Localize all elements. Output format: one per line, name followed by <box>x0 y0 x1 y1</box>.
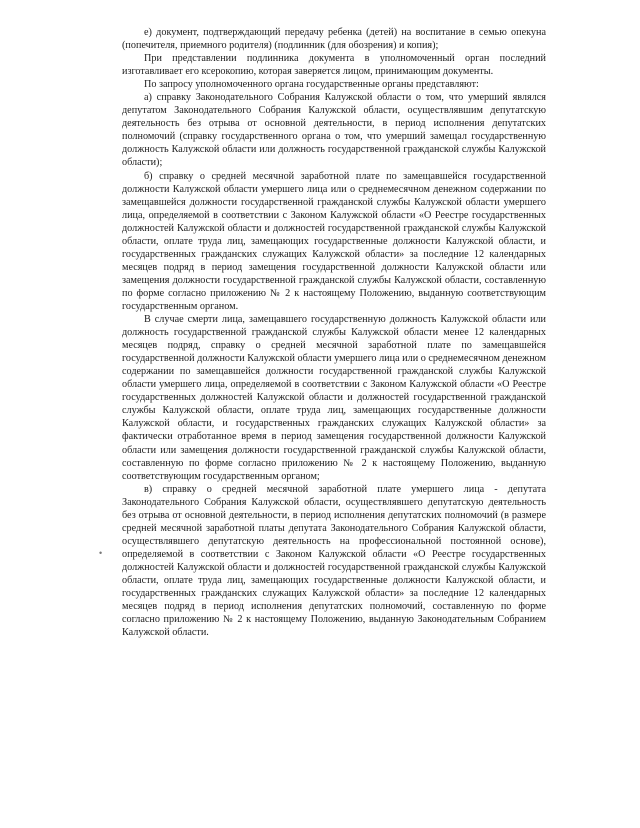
paragraph-item-b: б) справку о средней месячной заработной плате по замещавшейся государственной должности Калужской области умершего лица или о среднемесячном денежном содержании по замещавшейся должности государственной гражданской службы Калужской области умершего лица, определяемой в соответствии с Законом Калужской области «О Реестре государственных должностей Калужской области и должностей государственной гражданской службы Калужской области, оплате труда лиц, замещающих государственные должности Калужской области, и государственных гражданских служащих Калужской области» за последние 12 календарных месяцев подряд в период замещения государственной должности Калужской области или замещения должности государственной гражданской службы Калужской области, составленную по форме согласно приложению № 2 к настоящему Положению, выданную соответствующим государственным органом. <box>122 170 546 312</box>
document-body <box>122 26 546 639</box>
paragraph-death-case: В случае смерти лица, замещавшего государственную должность Калужской области или должность государственной гражданской службы Калужской области менее 12 календарных месяцев подряд, справку о средней месячной заработной плате по замещавшейся государственной должности Калужской области умершего лица или о среднемесячном денежном содержании по замещавшейся должности государственной гражданской службы Калужской области умершего лица, определяемой в соответствии с Законом Калужской области «О Реестре государственных должностей Калужской области и должностей государственной гражданской службы Калужской области, оплате труда лиц, замещающих государственные должности Калужской области, и государственных гражданских служащих Калужской области» за фактически отработанное время в период замещения государственной должности Калужской области или замещения должности государственной гражданской службы Калужской области, составленную по форме согласно приложению № 2 к настоящему Положению, выданную соответствующим государственным органом; <box>122 314 546 482</box>
paragraph-item-a: а) справку Законодательного Собрания Калужской области о том, что умерший являлся депутатом Законодательного Собрания Калужской области, осуществлявшим депутатскую деятельность без отрыва от основной деятельности, в период исполнения депутатских полномочий (справку государственного органа о том, что умерший замещал государственную должность Калужской области или должность государственной гражданской службы Калужской области); <box>122 92 546 169</box>
paragraph-item-v: в) справку о средней месячной заработной плате умершего лица - депутата Законодательного Собрания Калужской области, осуществлявшего депутатскую деятельность без отрыва от основной деятельности, в период исполнения депутатских полномочий (в размере средней месячной заработной платы депутата Законодательного Собрания Калужской области, осуществлявшего депутатскую деятельность на профессиональной постоянной основе), определяемой в соответствии с Законом Калужской области «О Реестре государственных должностей Калужской области и должностей государственной гражданской службы Калужской области, оплате труда лиц, замещающих государственные должности Калужской области, и государственных гражданских служащих Калужской области» за последние 12 календарных месяцев подряд в период исполнения депутатских полномочий, составленную по форме согласно приложению № 2 к настоящему Положению, выданную Законодательным Собранием Калужской области. <box>122 483 546 639</box>
paragraph-request-intro: По запросу уполномоченного органа государственные органы представляют: <box>144 79 479 91</box>
margin-mark: • <box>99 548 103 558</box>
paragraph-copy-note: При представлении подлинника документа в уполномоченный орган последний изготавливает его ксерокопию, которая заверяется лицом, принимающим документы. <box>122 53 546 78</box>
paragraph-item-e: е) документ, подтверждающий передачу ребенка (детей) на воспитание в семью опекуна (попечителя, приемного родителя) (подлинник (для обозрения) и копия); <box>122 27 546 52</box>
